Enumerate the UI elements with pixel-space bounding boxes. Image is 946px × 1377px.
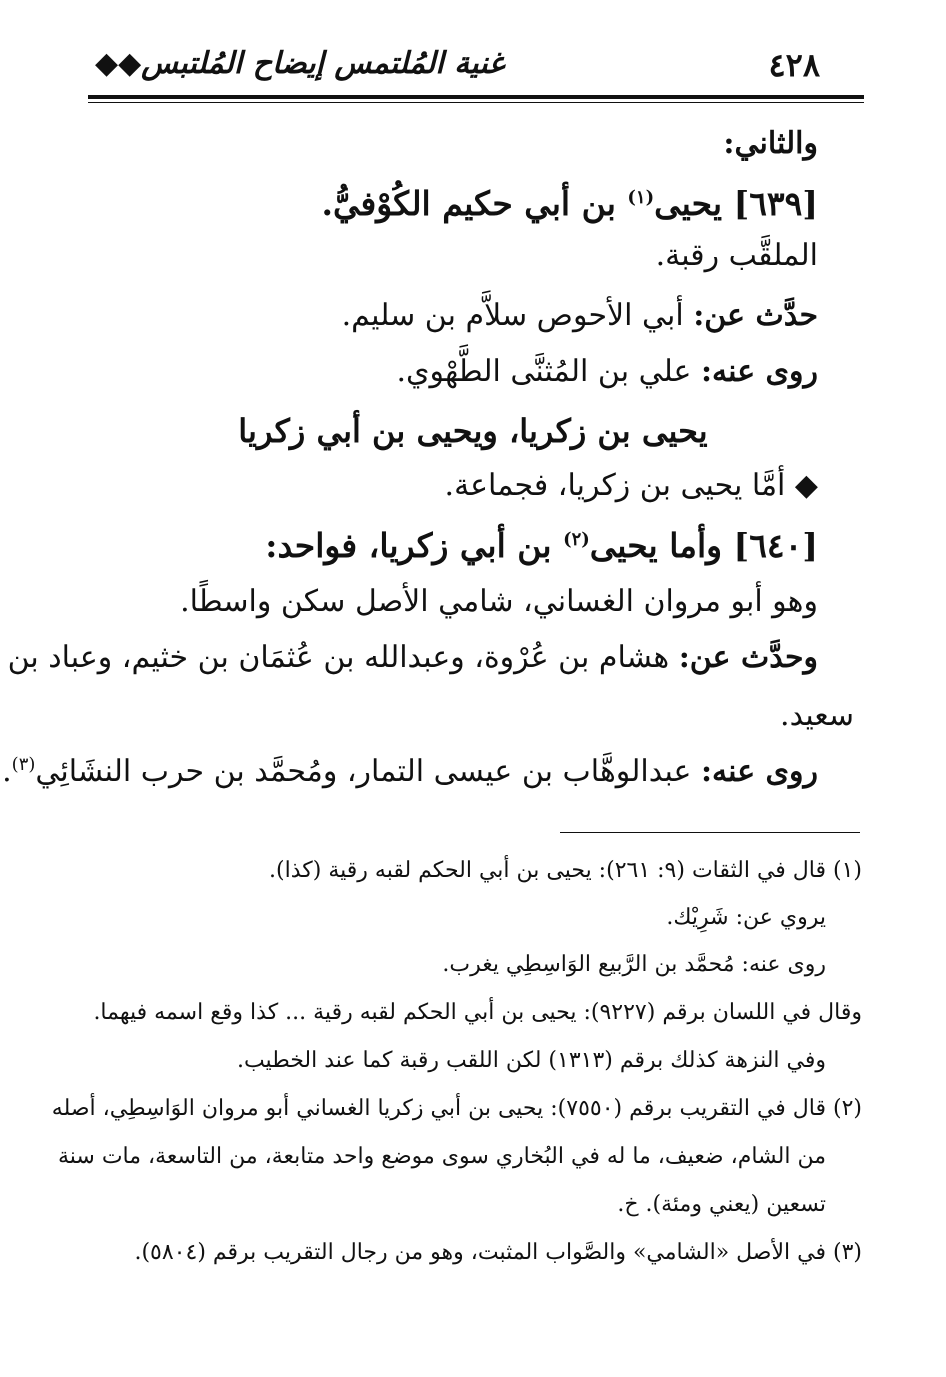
haddath-label: حدَّث عن:: [693, 298, 818, 333]
entry-639-laqab: الملقَّب رقبة.: [655, 238, 818, 273]
haddath-text: أبي الأحوص سلاَّم بن سليم.: [341, 298, 694, 333]
entry-640-description: وهو أبو مروان الغساني، شامي الأصل سكن واسطًا.: [180, 584, 818, 619]
footnote-2-line-1: (٢) قال في التقريب برقم (٧٥٥٠): يحيى بن أبي زكريا الغساني أبو مروان الوَاسِطِي، أصله: [51, 1096, 862, 1121]
footnote-1-line-4: وقال في اللسان برقم (٩٢٢٧): يحيى بن أبي الحكم لقبه رقية ... كذا وقع اسمه فيهما.: [93, 1000, 862, 1025]
footnote-ref-1: (١): [627, 187, 655, 208]
rawa-label: روى عنه:: [700, 354, 818, 389]
footnote-2-line-3: تسعين (يعني ومئة). خ.: [617, 1192, 826, 1217]
page-header: [95, 40, 820, 96]
entry-640-haddath: [7, 638, 818, 678]
header-rule-thin: [88, 102, 864, 103]
haddath-label-640: وحدَّث عن:: [678, 640, 818, 675]
entry-639-name-a: [٦٣٩] يحيى: [654, 184, 818, 223]
rawa-end-640: .: [2, 754, 12, 789]
footnote-1-line-2: يروي عن: شَرِيْك.: [666, 905, 826, 930]
footnote-1-line-1: (١) قال في الثقات (٩: ٢٦١): يحيى بن أبي الحكم لقبه رقية (كذا).: [269, 858, 862, 883]
entry-639-title: [321, 184, 818, 224]
entry-640-title: [265, 526, 818, 566]
footnote-1-line-3: روى عنه: مُحمَّد بن الرَّبيع الوَاسِطِي يغرب.: [442, 952, 826, 977]
label-second: والثاني:: [723, 126, 818, 161]
entry-639-haddath: [342, 296, 818, 336]
haddath-text-640: هشام بن عُرْوة، وعبدالله بن عُثمَان بن خثيم، وعباد بن: [7, 640, 679, 675]
rawa-text: علي بن المُثنَّى الطَّهْوي.: [396, 354, 701, 389]
entry-639-name-b: بن أبي حكيم الكُوْفيُّ.: [321, 184, 628, 223]
entry-640-haddath-cont: سعيد.: [780, 698, 854, 733]
entry-640-name-b: بن أبي زكريا، فواحد:: [265, 526, 564, 565]
header-rule-thick: [88, 95, 864, 99]
entry-640-rawa: [2, 752, 818, 792]
footnote-3-line-1: (٣) في الأصل «الشامي» والصَّواب المثبت، وهو من رجال التقريب برقم (٥٨٠٤).: [134, 1240, 862, 1265]
footnote-2-line-2: من الشام، ضعيف، ما له في البُخاري سوى موضع واحد متابعة، من التاسعة، مات سنة: [57, 1144, 826, 1169]
page-number: ٤٢٨: [768, 46, 820, 84]
running-title: غنية المُلتمس إيضاح المُلتبس◆◆: [95, 46, 505, 81]
section-heading: يحيى بن زكريا، ويحيى بن أبي زكريا: [238, 412, 708, 450]
footnote-ref-2: (٢): [563, 529, 590, 550]
rawa-label-640: روى عنه:: [700, 754, 818, 789]
bullet-line: ◆ أمَّا يحيى بن زكريا، فجماعة.: [444, 468, 818, 503]
entry-639-rawa: [396, 352, 818, 392]
entry-640-name-a: [٦٤٠] وأما يحيى: [589, 526, 818, 565]
rawa-text-640: عبدالوهَّاب بن عيسى التمار، ومُحمَّد بن حرب النشَائِي: [35, 754, 701, 789]
footnote-ref-3: (٣): [11, 754, 36, 775]
footnote-separator: [560, 832, 860, 833]
footnote-1-line-5: وفي النزهة كذلك برقم (١٣١٣) لكن اللقب رقبة كما عند الخطيب.: [236, 1048, 826, 1073]
